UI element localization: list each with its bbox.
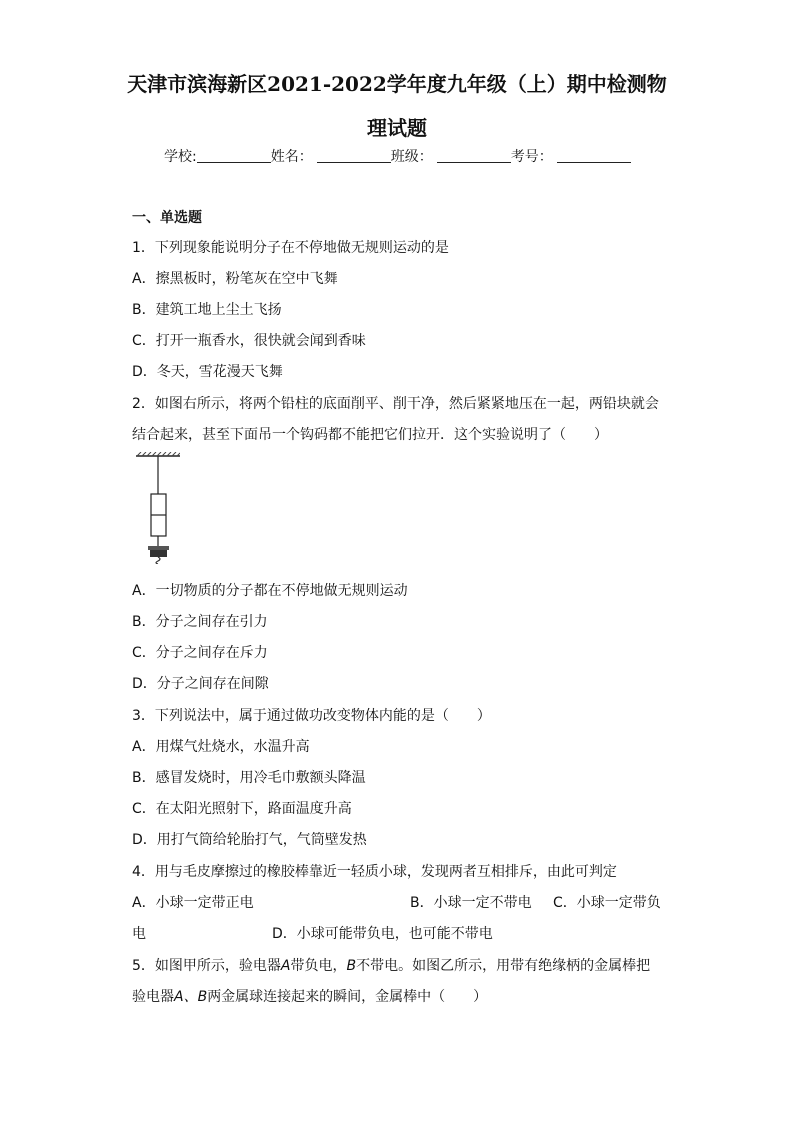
question-4-option-c: C．小球一定带负 bbox=[553, 895, 661, 911]
name-label: 姓名： bbox=[270, 149, 313, 165]
question-3-option-a: A．用煤气灶烧水，水温升高 bbox=[132, 739, 310, 755]
number-blank[interactable] bbox=[557, 148, 631, 163]
question-4-option-d: D．小球可能带负电，也可能不带电 bbox=[272, 926, 493, 942]
q5-text-2: 带负电， bbox=[290, 958, 347, 974]
school-label: 学校: bbox=[164, 149, 197, 165]
q5-label-a: A bbox=[280, 958, 291, 974]
question-3-option-d: D．用打气筒给轮胎打气，气筒壁发热 bbox=[132, 832, 367, 848]
question-2-option-b: B．分子之间存在引力 bbox=[132, 614, 268, 630]
q5-text-1: 5．如图甲所示，验电器 bbox=[132, 958, 281, 974]
school-blank[interactable] bbox=[197, 148, 271, 163]
name-blank[interactable] bbox=[317, 148, 391, 163]
question-2-option-a: A．一切物质的分子都在不停地做无规则运动 bbox=[132, 583, 408, 599]
q5-text-5: 两金属球连接起来的瞬间，金属棒中（ ） bbox=[207, 989, 488, 1005]
student-info-row bbox=[164, 146, 631, 166]
lead-cylinder-figure bbox=[136, 452, 180, 568]
question-2-option-c: C．分子之间存在斥力 bbox=[132, 645, 268, 661]
lead-cylinder-diagram bbox=[136, 452, 180, 564]
doc-title-line2: 理试题 bbox=[367, 116, 427, 140]
question-1-option-d: D．冬天，雪花漫天飞舞 bbox=[132, 364, 283, 380]
question-3-option-b: B．感冒发烧时，用冷毛巾敷额头降温 bbox=[132, 770, 366, 786]
section-heading-single-choice: 一、单选题 bbox=[132, 210, 202, 226]
question-2-stem-line2: 结合起来，甚至下面吊一个钩码都不能把它们拉开．这个实验说明了（ ） bbox=[132, 427, 608, 443]
question-4-option-a: A．小球一定带正电 bbox=[132, 895, 254, 911]
doc-title-line1: 天津市滨海新区2021-2022学年度九年级（上）期中检测物 bbox=[127, 72, 667, 96]
question-1-option-a: A．擦黑板时，粉笔灰在空中飞舞 bbox=[132, 271, 338, 287]
q5-text-4: 验电器 bbox=[132, 989, 174, 1005]
question-1-option-c: C．打开一瓶香水，很快就会闻到香味 bbox=[132, 333, 366, 349]
q5-text-3: 不带电。如图乙所示，用带有绝缘柄的金属棒把 bbox=[356, 958, 651, 974]
q5-label-ab: A、B bbox=[174, 989, 208, 1005]
class-label: 班级： bbox=[390, 149, 433, 165]
q5-label-b: B bbox=[346, 958, 357, 974]
question-2-option-d: D．分子之间存在间隙 bbox=[132, 676, 269, 692]
question-4-option-b: B．小球一定不带电 bbox=[410, 895, 532, 911]
question-1-option-b: B．建筑工地上尘土飞扬 bbox=[132, 302, 282, 318]
question-4-option-c-wrap: 电 bbox=[132, 926, 146, 942]
number-label: 考号： bbox=[510, 149, 553, 165]
question-1-stem: 1．下列现象能说明分子在不停地做无规则运动的是 bbox=[132, 240, 449, 256]
question-2-stem-line1: 2．如图右所示，将两个铅柱的底面削平、削干净，然后紧紧地压在一起，两铅块就会 bbox=[132, 396, 659, 412]
question-5-stem-line2 bbox=[132, 986, 487, 1006]
question-4-stem: 4．用与毛皮摩擦过的橡胶棒靠近一轻质小球，发现两者互相排斥，由此可判定 bbox=[132, 864, 617, 880]
question-3-stem: 3．下列说法中，属于通过做功改变物体内能的是（ ） bbox=[132, 708, 491, 724]
question-5-stem-line1 bbox=[132, 955, 650, 975]
question-3-option-c: C．在太阳光照射下，路面温度升高 bbox=[132, 801, 352, 817]
class-blank[interactable] bbox=[437, 148, 511, 163]
